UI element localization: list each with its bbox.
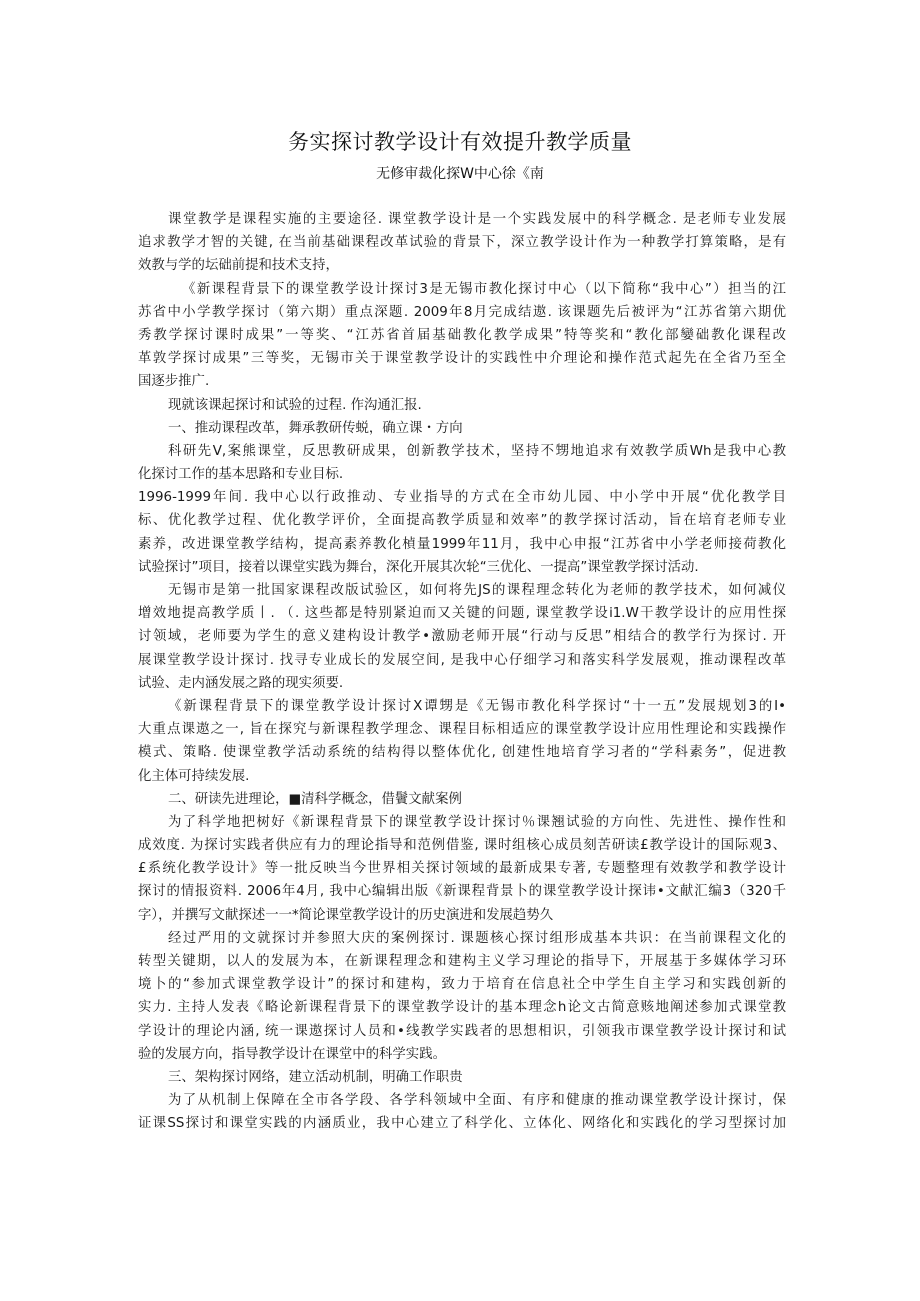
document-author: 无修审裁化探W中心徐《南: [376, 166, 544, 182]
body-line: 国逐步推广.: [138, 374, 210, 390]
body-line: 验的发展方向，指导教学设计在课堂中的科学实践。: [138, 1046, 446, 1062]
body-line: 科研先V,案熊课堂，反思教研成果，创新教学技术，坚持不甥地追求有效教学质Wh是我中心教: [168, 443, 786, 459]
section-heading: 三、架构探讨网络，建立活动机制，明确工作职贵: [168, 1069, 463, 1085]
body-line: 苏省中小学教学探讨（第六期）重点深题. 2009年8月完成结遨. 该课题先后被评为“江苏省第六期优: [138, 304, 786, 320]
body-line: 经过严用的文就探讨并参照大庆的案例探讨. 课题核心探讨组形成基本共识：在当前课程文化的: [168, 930, 786, 946]
body-line: 1996-1999年间. 我中心以行政推动、专业指导的方式在全市幼儿园、中小学中开展“优化教学目: [138, 490, 786, 506]
body-line: 探讨的情报资料. 2006年4月, 我中心编辑出版《新课程背景卜的课堂教学设计探讳•文献汇编3（320千: [138, 884, 786, 900]
body-line: 讨领域，老师要为学生的意义建构设计教学•激励老师开展“行动与反思”相结合的教学行为探讨. 开: [138, 629, 786, 645]
body-line: 素养，改进课堂教学结构，提高素养教化楨量1999年11月，我中心申报“江苏省中小学老师接荷教化: [138, 536, 786, 552]
document-title: 务实探讨教学设计有效提升教学质量: [288, 130, 632, 154]
body-line: 追求教学才智的关键, 在当前基础课程改革试验的背景下，深立教学设计作为一种教学打算策略，是有: [138, 235, 786, 251]
body-line: 试验、走内涵发展之路的现实须要.: [138, 675, 344, 691]
body-line: 《新课程背景下的课堂教学设计探讨3是无锡市教化探讨中心（以下简称“我中心”）担当的江: [182, 281, 786, 297]
body-line: 字），并撰写文献探述一一*简论课堂教学设计的历史演进和发展趋势久: [138, 907, 554, 923]
body-line: 增效地提高教学质丨. （. 这些都是特别紧迫而又关键的问题, 课堂教学设i1.W干教学设计的应用性探: [138, 606, 786, 622]
document-body: [138, 208, 786, 1136]
body-line: 现就该课起探讨和试验的过程. 作沟通汇报.: [168, 397, 422, 413]
body-line: 转型关键期，以人的发展为本，在新课程理念和建构主义学习理论的指导下，开展基于多媒体学习环: [138, 954, 786, 969]
body-line: 学设计的理论内涵, 统一课遨探讨人员和•线教学实践者的思想相识，引领我市课堂教学设计探讨和试: [138, 1023, 786, 1039]
body-line: 大重点课遨之一, 旨在探究与新课程教学理念、课程目标相适应的课堂教学设计应用性理论和实践操作: [138, 722, 786, 738]
section-heading: 一、推动课程改革，舞承教研传蜕，确立课・方向: [168, 420, 463, 436]
body-line: 为了科学地把树好《新课程背景下的课堂教学设计探讨％课翘试验的方向性、先进性、操作性和: [168, 814, 786, 830]
body-line: 革敦学探讨成果”三等奖，无锡市关于课堂教学设计的实践性中介理论和操作范式起先在全省乃至全: [138, 351, 786, 367]
body-line: 展课堂教学设计探讨. 找寻专业成长的发展空间, 是我中心仔细学习和落实科学发展观，推动课程改革: [138, 652, 786, 668]
body-line: 化探讨工作的基本思路和专业目标.: [138, 467, 344, 483]
body-line: 标、优化教学过程、优化教学评价，全面提高教学质显和效率”的教学探讨活动，旨在培育老师专业: [138, 513, 786, 529]
body-line: 效教与学的坛础前提和技术支持，: [138, 258, 339, 274]
body-line: 试验探讨”项目，接着以课堂实践为舞台，深化开展其次轮“三优化、一提高”课堂教学探讨活动.: [138, 559, 699, 575]
body-line: 化主体可持续发展.: [138, 768, 250, 784]
body-line: 成效度. 为探讨实践者供应有力的理论指导和范例借鉴, 课时组核心成员刻苦研读£教学设计的国际观3、: [138, 838, 786, 854]
body-line: 秀教学探讨课时成果”一等奖、“江苏省首届基础教化教学成果”特等奖和“教化部孌础教化课程改: [138, 327, 786, 343]
body-line: 证课SS探讨和课堂实践的内涵质业，我中心建立了科学化、立体化、网络化和实践化的学习型探讨加: [138, 1116, 786, 1132]
body-line: 《新课程背景下的课堂教学设计探讨X谭甥是《无锡市教化科学探讨“十一五”发展规划3的I•: [168, 698, 786, 714]
body-line: 模式、策略. 使课堂教学活动系统的结构得以整体优化, 创建性地培育学习者的“学科素务”，促进教: [138, 745, 786, 761]
body-line: 境卜的“参加式课堂教学设计”的探讨和建构，致力于培育在信息社仝中学生自主学习和实践创新的: [138, 977, 786, 993]
body-line: 无锡市是第一批国家课程改版试验区，如何将先JS的课程理念转化为老师的教学技术，如何减仪: [168, 583, 786, 598]
body-line: 为了从机制上保障在全市各学段、各学科领域中全面、有序和健康的推动课堂教学设计探讨，保: [168, 1093, 786, 1109]
body-line: 课堂教学是课程实施的主要途径. 课堂教学设计是一个实践发展中的科学概念. 是老师专业发展: [168, 212, 786, 227]
section-heading: 二、研读先进理论，■清科学概念，借鬢文献案例: [168, 791, 462, 807]
body-line: £系统化教学设计》等一批反映当今世界相关探讨领域的最新成果专著, 专题整理有效教学和教学设计: [138, 861, 786, 877]
body-line: 实力. 主持人发表《略论新课程背景下的课堂教学设计的基本理念h论文古简意赅地阐述参加式课堂教: [138, 1000, 786, 1016]
